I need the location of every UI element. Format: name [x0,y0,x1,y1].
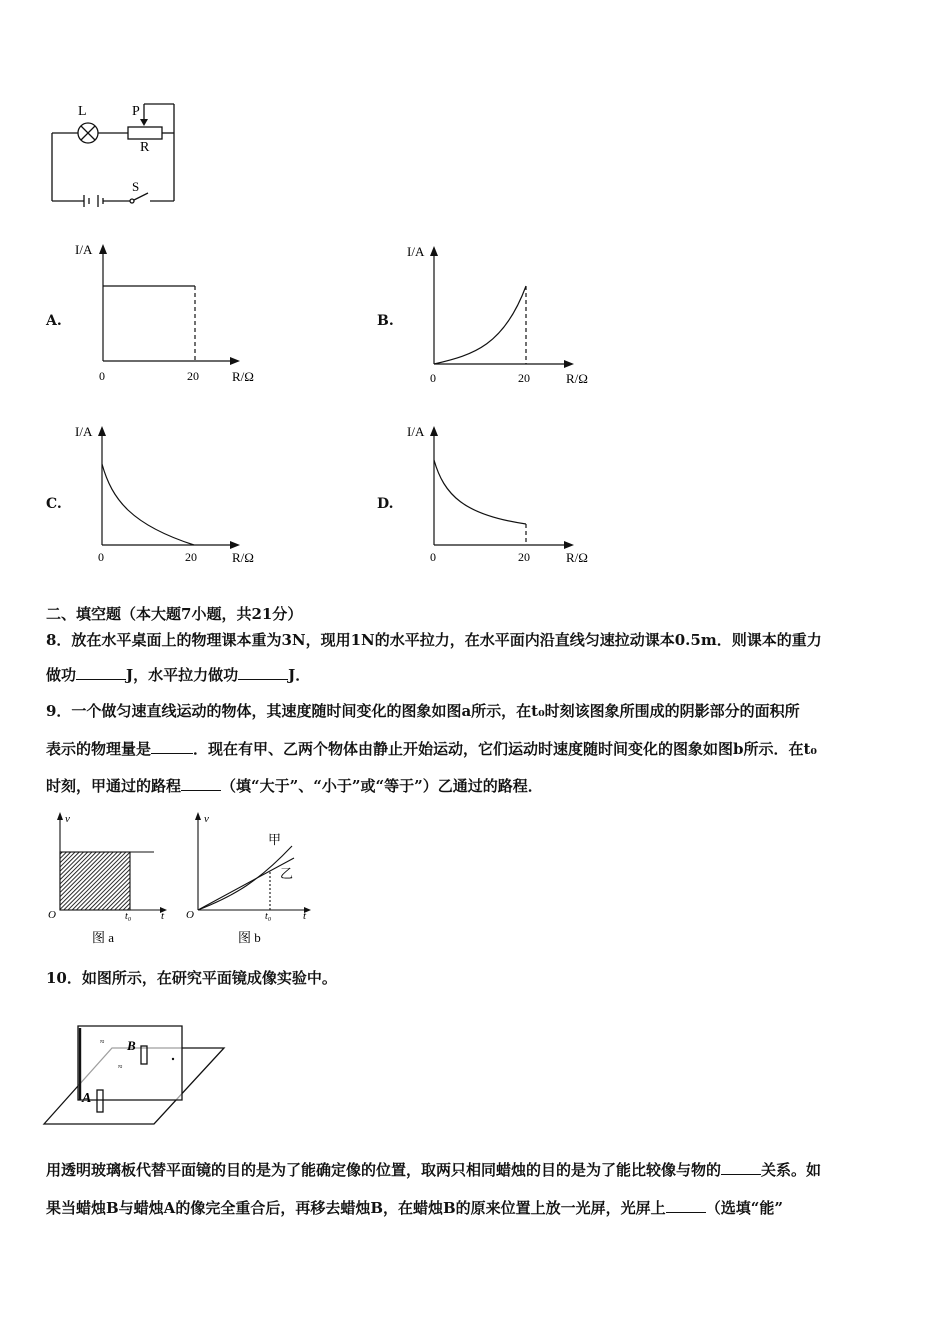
option-d-origin: 0 [430,550,436,564]
glass-mark-2: ≈ [118,1062,123,1071]
option-d-curve [434,460,526,524]
q8-blank-gravity-work[interactable] [76,665,126,680]
q9-text-b: ．现在有甲、乙两个物体由静止开始运动，它们运动时速度随时间变化的图象如图b所示．在t₀ [193,740,818,758]
option-d-xlabel: R/Ω [566,550,588,565]
fig-a-t0: t₀ [125,911,132,922]
q10-para-line2 [46,1197,783,1218]
fig-b-t0: t₀ [265,911,272,922]
option-d-xtick: 20 [518,550,530,564]
option-c-xtick: 20 [185,550,197,564]
option-b-graph [404,240,604,390]
option-c-origin: 0 [98,550,104,564]
q9-line3 [46,775,543,796]
q10-text-b: 关系。如 [761,1161,822,1179]
q10-text-c: 果当蜡烛B与蜡烛A的像完全重合后，再移去蜡烛B，在蜡烛B的原来位置上放一光屏，光屏上 [46,1199,666,1217]
q9-text-d: （填“大于”、“小于”或“等于”）乙通过的路程． [221,777,543,795]
option-a-label: A. [46,313,62,329]
option-a-origin: 0 [99,369,105,383]
option-c-curve [102,464,194,545]
option-c-ylabel: I/A [75,424,93,439]
fig-a-shaded-area [60,852,130,910]
fig-b [198,818,306,910]
q10-line1: 10．如图所示，在研究平面镜成像实验中。 [46,969,337,987]
fig-b-origin: O [186,909,194,921]
circuit-diagram [40,95,190,215]
option-c-graph [72,420,272,570]
candle-a-label: A [82,1091,92,1106]
slider-label: P [132,104,140,119]
q10-text-a: 用透明玻璃板代替平面镜的目的是为了能确定像的位置，取两只相同蜡烛的目的是为了能比较像与物的 [46,1161,722,1179]
fig-b-v: v [204,813,209,825]
rheostat-symbol [128,127,162,139]
fig-a-origin: O [48,909,56,921]
q10-blank-size[interactable] [721,1160,761,1175]
glass-mark-1: ≈ [100,1037,105,1046]
fig-a-t: t [161,910,165,922]
switch-label: S [132,179,140,194]
fig-a-v: v [65,813,70,825]
option-b-curve [434,286,526,364]
option-a-xtick: 20 [187,369,199,383]
resistor-label: R [140,140,150,155]
q9-blank-quantity[interactable] [151,739,193,754]
q10-blank-screen[interactable] [666,1198,706,1213]
q10-para-line1 [46,1159,821,1180]
option-b-label: B. [377,313,394,329]
option-d-label: D. [377,496,394,512]
fig-b-t: t [303,910,307,922]
section-heading: 二、填空题（本大题7小题，共21分） [46,605,303,623]
option-a-ylabel: I/A [75,242,93,257]
option-b-xlabel: R/Ω [566,371,588,386]
q10-text-d: （选填“能” [705,1199,783,1217]
q8-line1: 8．放在水平桌面上的物理课本重为3N，现用1N的水平拉力，在水平面内沿直线匀速拉动课本0.5m．则课本的重力 [46,631,822,649]
option-a-xlabel: R/Ω [232,369,254,384]
q9-text-c: 时刻，甲通过的路程 [46,777,182,795]
mirror-experiment-figure [42,1020,228,1130]
fig-b-curve-jia [198,846,292,910]
fig-b-yi: 乙 [280,866,294,881]
q8-blank-pull-work[interactable] [238,665,288,680]
q8-text-a: 做功 [46,666,77,684]
option-d-ylabel: I/A [407,424,425,439]
option-b-ylabel: I/A [407,244,425,259]
q9-blank-compare[interactable] [181,776,221,791]
q9-line2 [46,738,817,759]
q9-figures [44,806,318,950]
q8-line2 [46,664,310,685]
fig-b-caption: 图 b [238,930,261,945]
candle-b-label: B [127,1038,136,1053]
q8-text-c: J． [288,666,311,684]
option-b-xtick: 20 [518,371,530,385]
option-c-label: C. [46,496,62,512]
option-b-origin: 0 [430,371,436,385]
option-c-xlabel: R/Ω [232,550,254,565]
fig-b-jia: 甲 [268,832,282,847]
q9-text-a: 表示的物理量是 [46,740,152,758]
q8-text-b: J，水平拉力做功 [126,666,239,684]
q9-line1: 9．一个做匀速直线运动的物体，其速度随时间变化的图象如图a所示，在t₀时刻该图象所围成的阴影部分的面积所 [46,702,800,720]
fig-a-caption: 图 a [92,930,115,945]
fig-a [60,818,162,910]
option-d-graph [404,420,604,570]
option-a-graph [72,238,272,388]
lamp-label: L [78,104,87,119]
